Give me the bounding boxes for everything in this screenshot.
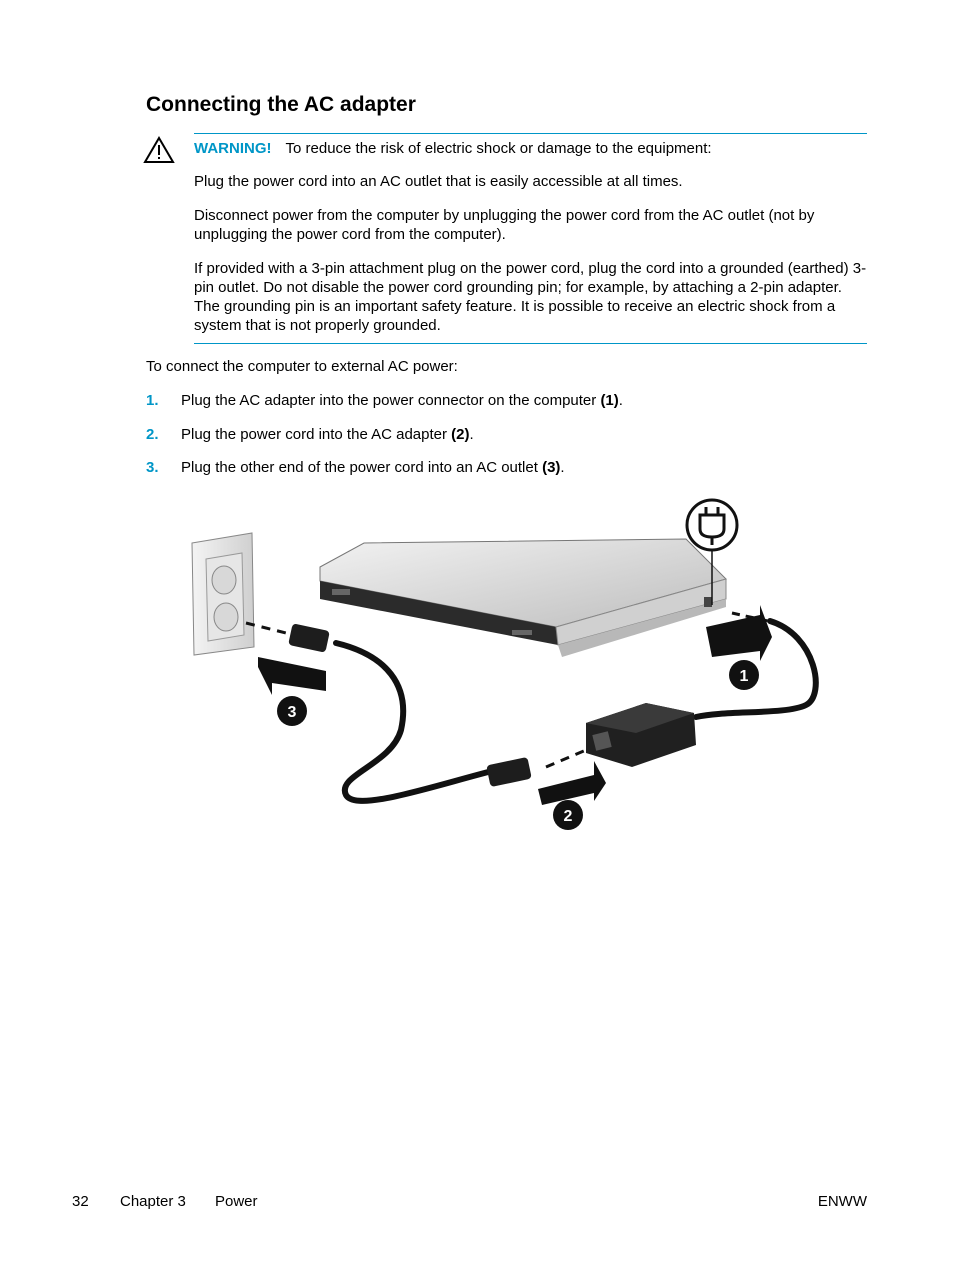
step-text: Plug the other end of the power cord into an AC outlet (3). <box>181 459 565 476</box>
step-number: 2. <box>146 426 159 443</box>
ac-adapter-illustration <box>186 495 826 835</box>
intro-text: To connect the computer to external AC power: <box>146 358 458 375</box>
page-number: 32 <box>72 1193 89 1210</box>
arrow-3 <box>258 657 326 695</box>
warning-bottom-rule <box>194 343 867 344</box>
svg-text:3: 3 <box>287 704 297 721</box>
svg-text:1: 1 <box>739 668 749 685</box>
warning-paragraph-3: If provided with a 3-pin attachment plug on the power cord, plug the cord into a grounded (earthed) 3-pin outlet. Do not disable the power cord grounding pin; for example, by attaching a 2-pin adapter. The grounding pin is an important safety feature. It is possible to receive an electric shock from a system that is not properly grounded. <box>194 260 867 334</box>
step-number: 3. <box>146 459 159 476</box>
wall-plug <box>246 623 330 653</box>
callout-1 <box>729 660 759 690</box>
callout-3 <box>277 696 307 726</box>
step-text: Plug the AC adapter into the power connector on the computer (1). <box>181 392 623 409</box>
chapter-label: Chapter 3 <box>120 1193 186 1210</box>
step-text: Plug the power cord into the AC adapter (2). <box>181 426 474 443</box>
svg-text:2: 2 <box>563 808 573 825</box>
warning-intro-line <box>194 139 867 158</box>
ac-adapter-brick <box>486 703 696 787</box>
warning-paragraph-1: Plug the power cord into an AC outlet that is easily accessible at all times. <box>194 173 683 190</box>
warning-paragraph-2: Disconnect power from the computer by unplugging the power cord from the AC outlet (not by unplugging the power cord from the computer). <box>194 207 815 243</box>
laptop <box>320 539 726 657</box>
section-label: Power <box>215 1193 258 1210</box>
warning-label: WARNING! <box>194 140 272 157</box>
callout-2 <box>553 800 583 830</box>
warning-intro: To reduce the risk of electric shock or damage to the equipment: <box>285 140 712 157</box>
footer-right: ENWW <box>817 1193 867 1210</box>
page-title: Connecting the AC adapter <box>146 93 416 116</box>
step-number: 1. <box>146 392 159 409</box>
warning-top-rule <box>194 133 867 134</box>
warning-triangle-icon <box>143 136 175 164</box>
wall-outlet <box>192 533 254 655</box>
